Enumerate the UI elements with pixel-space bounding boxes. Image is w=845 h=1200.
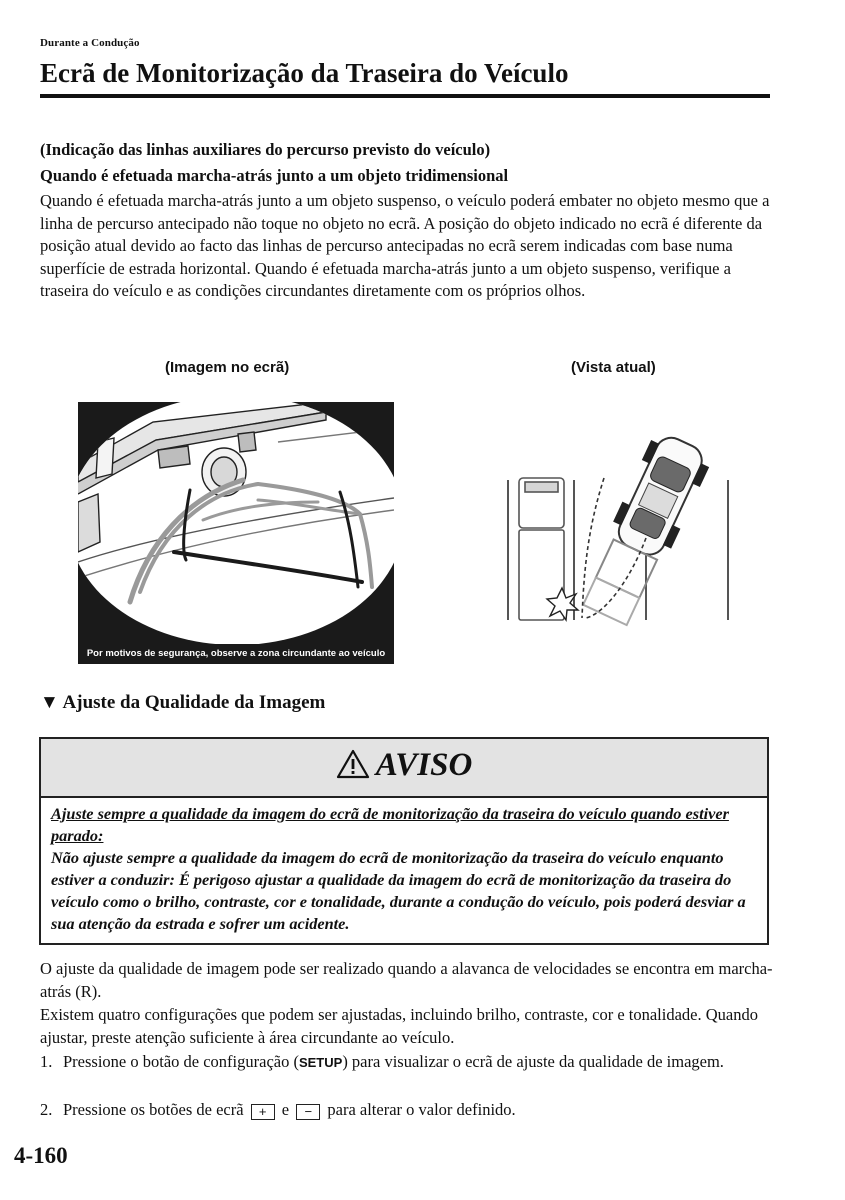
- sub-heading-3d-object: Quando é efetuada marcha-atrás junto a um objeto tridimensional: [40, 166, 509, 185]
- step-number: 2.: [40, 1100, 53, 1119]
- warning-header: [41, 739, 767, 798]
- section-heading-image-quality: [40, 692, 325, 714]
- actual-view-illustration: [496, 418, 741, 630]
- step-text: [63, 1099, 775, 1122]
- step-text-before: Pressione os botões de ecrã: [63, 1100, 244, 1119]
- warning-body-text: Não ajuste sempre a qualidade da imagem do ecrã de monitorização da traseira do veículo enquanto estiver a conduzir: É perigoso ajustar a qualidade da imagem do ecrã de monitorização da traseira do veículo como o brilho, contraste, cor e tonalidade, durante a condução do veículo, pois poderá desviar a sua atenção da estrada e sofrer um acidente.: [51, 848, 746, 933]
- step-text-after: ) para visualizar o ecrã de ajuste da qualidade de imagem.: [342, 1052, 724, 1071]
- title-divider: [40, 94, 770, 98]
- step-text: [63, 1051, 775, 1075]
- warning-title: [41, 747, 767, 784]
- step-text-after: para alterar o valor definido.: [327, 1100, 516, 1119]
- screen-image-illustration: [78, 402, 394, 664]
- step-number: 1.: [40, 1052, 53, 1071]
- intro-paragraph: Quando é efetuada marcha-atrás junto a um objeto suspenso, o veículo poderá embater no objeto mesmo que a linha de percurso antecipado não toque no objeto no ecrã. A posição do objeto indicado no ecrã é diferente da posição atual devido ao facto das linhas de percurso antecipadas no ecrã serem indicadas com base numa superfície de estrada horizontal. Quando é efetuada marcha-atrás junto a um objeto suspenso, verifique a traseira do veículo e as condições circundantes diretamente com os próprios olhos.: [40, 191, 770, 300]
- page-title: Ecrã de Monitorização da Traseira do Veículo: [40, 58, 569, 88]
- warning-underlined-text: Ajuste sempre a qualidade da imagem do ecrã de monitorização da traseira do veículo quando estiver parado:: [51, 804, 729, 845]
- body-paragraph-1: O ajuste da qualidade de imagem pode ser realizado quando a alavanca de velocidades se encontra em marcha-atrás (R).: [40, 959, 773, 1001]
- warning-triangle-icon: [336, 749, 370, 779]
- warning-body: [51, 803, 763, 935]
- section-heading-text: Ajuste da Qualidade da Imagem: [62, 692, 326, 713]
- step-text-before: Pressione o botão de configuração (: [63, 1052, 299, 1071]
- caption-actual-view: (Vista atual): [571, 359, 656, 376]
- minus-key-icon: −: [296, 1104, 320, 1120]
- caption-screen-image: (Imagem no ecrã): [165, 359, 290, 376]
- sub-heading-guide-lines: (Indicação das linhas auxiliares do percurso previsto do veículo): [40, 140, 491, 159]
- screen-safety-notice: Por motivos de segurança, observe a zona circundante ao veículo: [86, 648, 386, 659]
- step-connector: e: [281, 1100, 290, 1119]
- section-label: Durante a Condução: [40, 37, 140, 49]
- page-number: 4-160: [14, 1143, 68, 1168]
- warning-box: [39, 737, 769, 945]
- warning-title-text: AVISO: [375, 747, 473, 783]
- plus-key-icon: +: [251, 1104, 275, 1120]
- setup-button-label: SETUP: [298, 1055, 343, 1070]
- triangle-marker-icon: ▼: [40, 692, 59, 713]
- body-paragraph-2: Existem quatro configurações que podem ser ajustadas, incluindo brilho, contraste, cor e tonalidade. Quando ajustar, preste atenção suficiente à área circundante ao veículo.: [40, 1005, 758, 1047]
